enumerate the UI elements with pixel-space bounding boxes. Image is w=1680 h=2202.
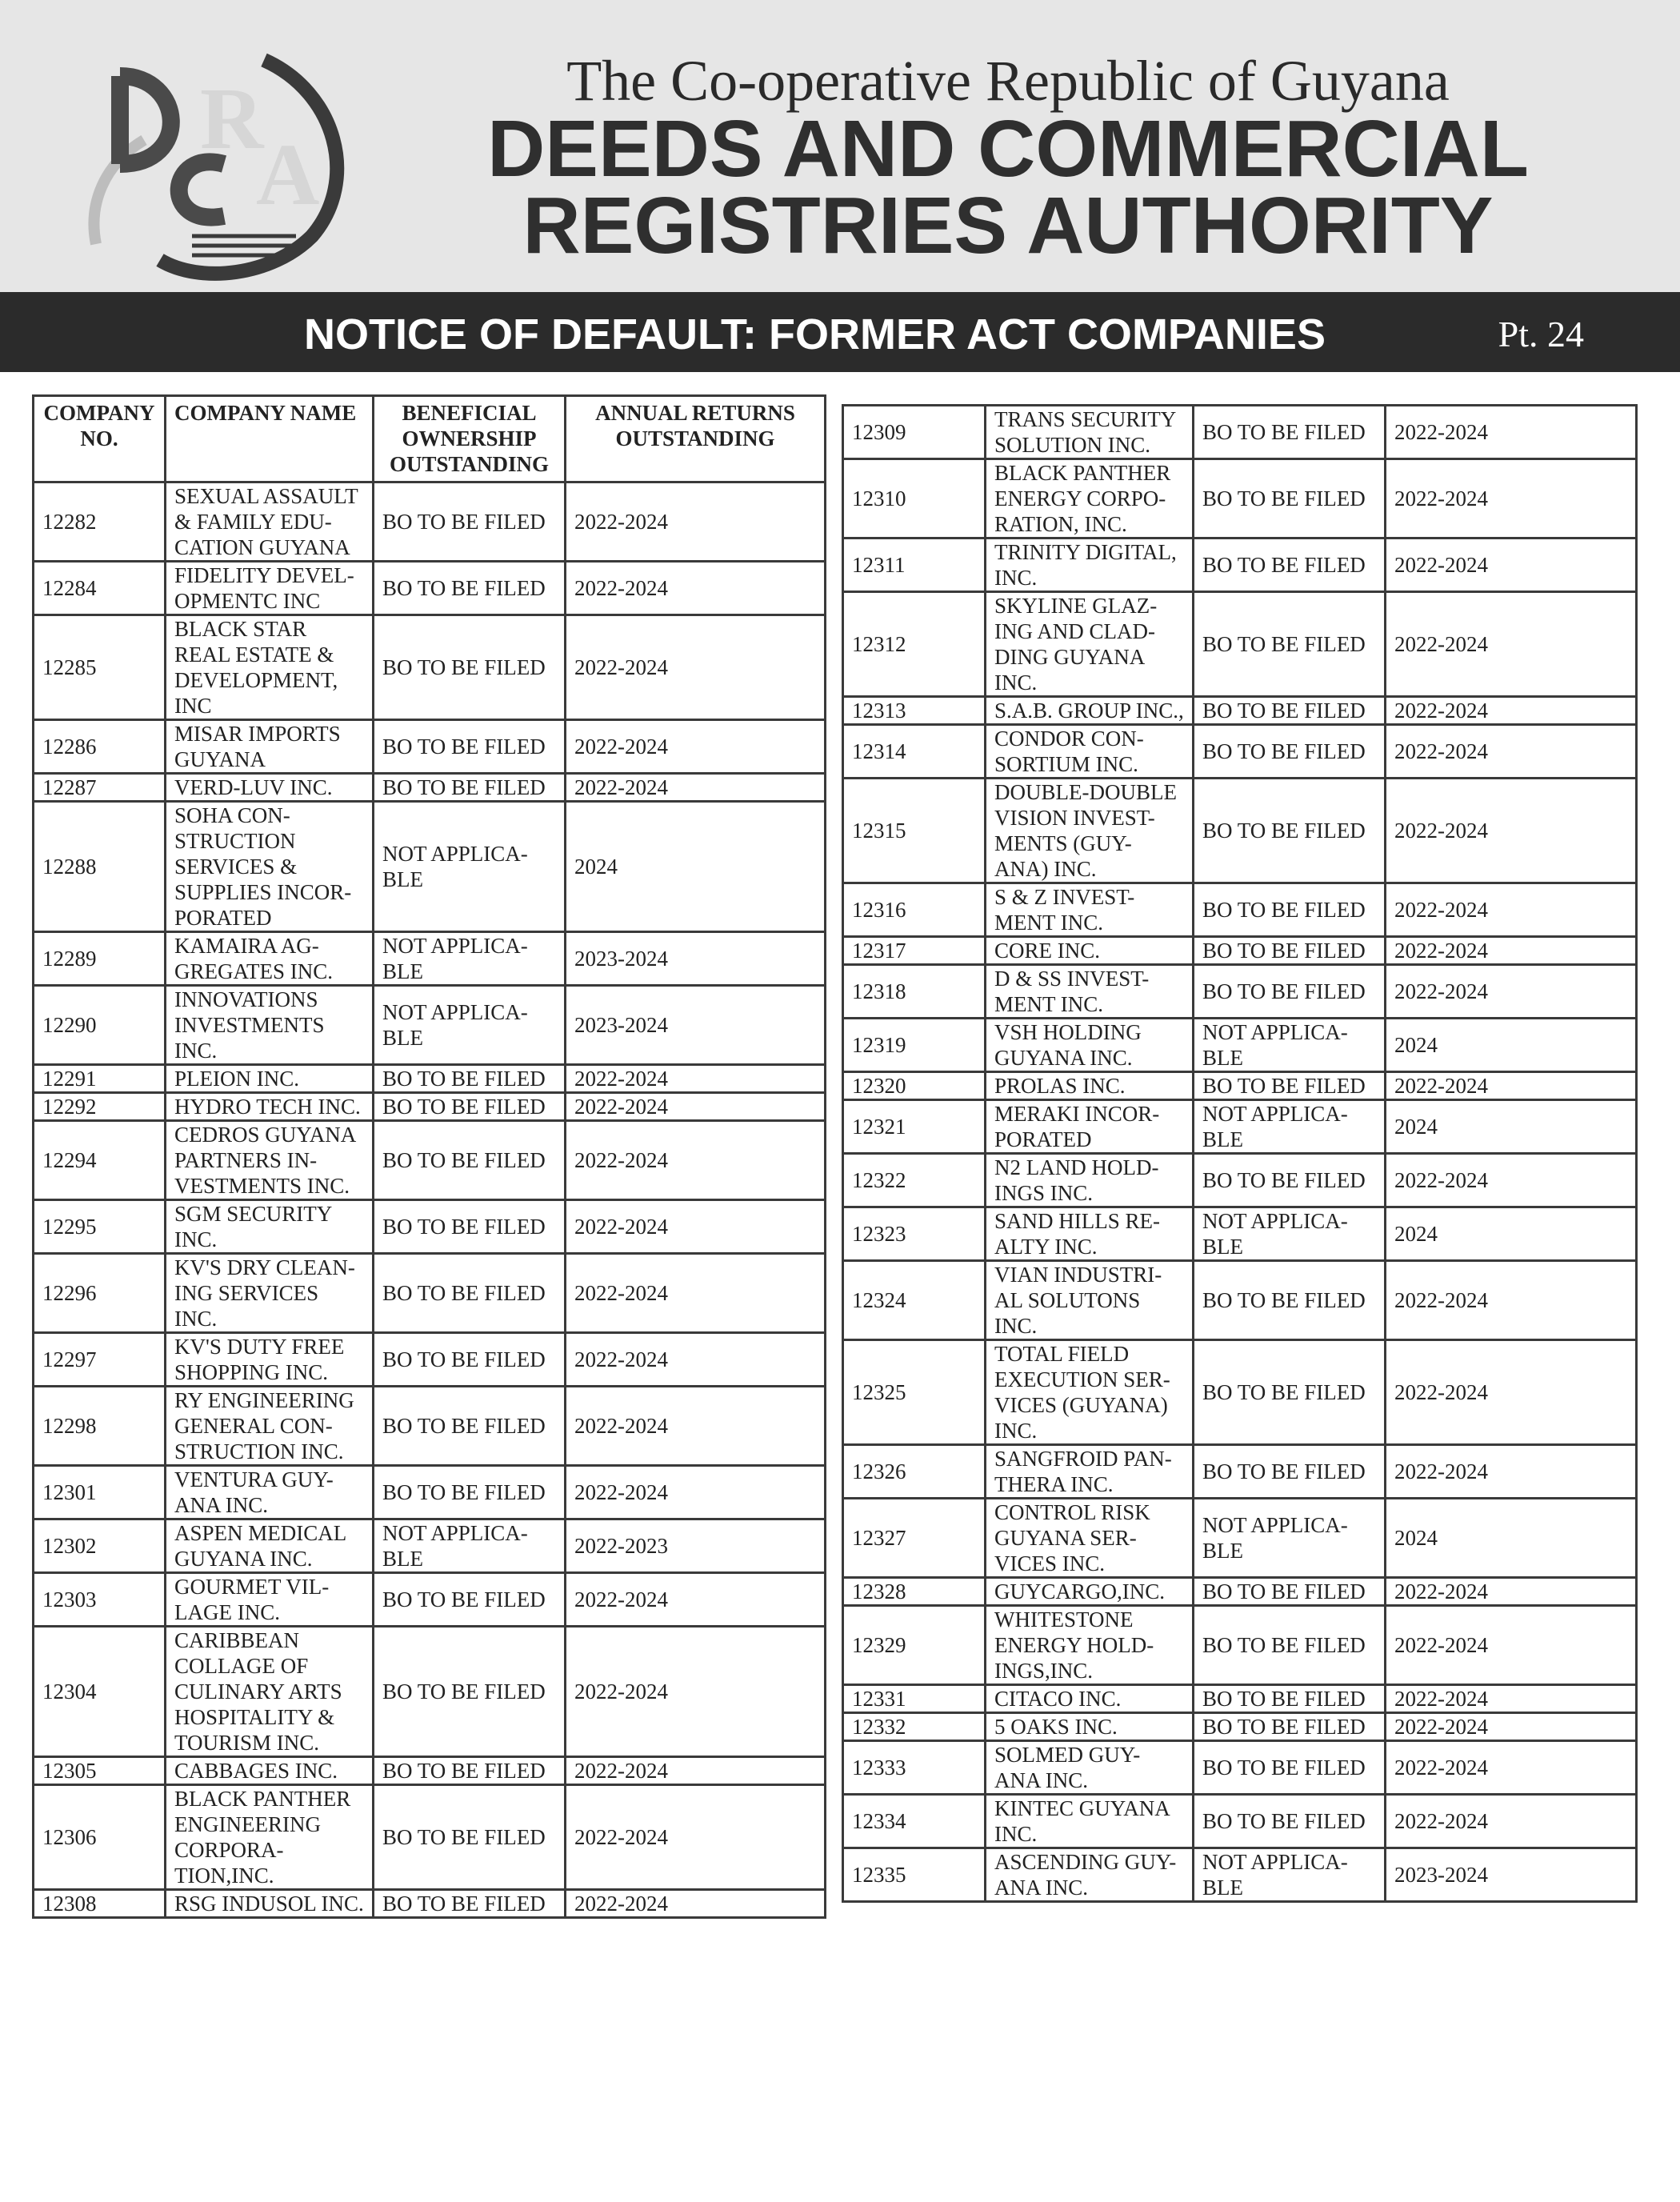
company-number-cell: 12326 xyxy=(843,1445,986,1499)
company-number-cell: 12331 xyxy=(843,1685,986,1713)
company-number-cell: 12329 xyxy=(843,1606,986,1685)
table-row xyxy=(843,1154,1637,1207)
beneficial-ownership-cell: BO TO BE FILED xyxy=(1194,538,1386,592)
beneficial-ownership-cell: BO TO BE FILED xyxy=(374,562,566,615)
annual-returns-cell: 2022-2024 xyxy=(566,1333,826,1387)
beneficial-ownership-cell: BO TO BE FILED xyxy=(374,1387,566,1466)
annual-returns-cell: 2022-2024 xyxy=(566,1573,826,1627)
annual-returns-cell: 2022-2024 xyxy=(1386,1606,1637,1685)
table-row xyxy=(843,1100,1637,1154)
beneficial-ownership-cell: NOT APPLICA-BLE xyxy=(1194,1499,1386,1578)
annual-returns-cell: 2024 xyxy=(1386,1019,1637,1072)
annual-returns-cell: 2022-2024 xyxy=(566,1627,826,1757)
svg-text:R: R xyxy=(200,70,264,167)
beneficial-ownership-cell: BO TO BE FILED xyxy=(374,1466,566,1519)
table-row xyxy=(843,1445,1637,1499)
company-number-cell: 12320 xyxy=(843,1072,986,1100)
company-number-cell: 12298 xyxy=(34,1387,166,1466)
company-number-cell: 12295 xyxy=(34,1200,166,1254)
beneficial-ownership-cell: BO TO BE FILED xyxy=(374,1200,566,1254)
beneficial-ownership-cell: NOT APPLICA-BLE xyxy=(1194,1848,1386,1902)
company-number-cell: 12328 xyxy=(843,1578,986,1606)
table-row xyxy=(843,1848,1637,1902)
company-number-cell: 12286 xyxy=(34,720,166,774)
company-number-cell: 12285 xyxy=(34,615,166,720)
annual-returns-cell: 2022-2024 xyxy=(566,615,826,720)
company-name-cell: VIAN INDUSTRI-AL SOLUTONS INC. xyxy=(986,1261,1194,1340)
table-row xyxy=(843,1340,1637,1445)
beneficial-ownership-cell: BO TO BE FILED xyxy=(1194,1340,1386,1445)
company-number-cell: 12306 xyxy=(34,1785,166,1890)
table-row xyxy=(843,1713,1637,1741)
table-row xyxy=(34,1466,826,1519)
beneficial-ownership-cell: BO TO BE FILED xyxy=(1194,1713,1386,1741)
beneficial-ownership-cell: BO TO BE FILED xyxy=(1194,1154,1386,1207)
annual-returns-cell: 2022-2024 xyxy=(1386,1685,1637,1713)
company-name-cell: KINTEC GUYANA INC. xyxy=(986,1795,1194,1848)
beneficial-ownership-cell: BO TO BE FILED xyxy=(374,1254,566,1333)
beneficial-ownership-cell: BO TO BE FILED xyxy=(1194,697,1386,725)
company-name-cell: CABBAGES INC. xyxy=(166,1757,374,1785)
company-number-cell: 12311 xyxy=(843,538,986,592)
annual-returns-cell: 2022-2024 xyxy=(566,1387,826,1466)
annual-returns-cell: 2022-2024 xyxy=(566,1757,826,1785)
company-name-cell: KV'S DRY CLEAN-ING SERVICES INC. xyxy=(166,1254,374,1333)
company-name-cell: PLEION INC. xyxy=(166,1065,374,1093)
company-number-cell: 12325 xyxy=(843,1340,986,1445)
part-number: Pt. 24 xyxy=(1498,314,1584,354)
table-row xyxy=(843,1741,1637,1795)
table-row xyxy=(843,1207,1637,1261)
table-row xyxy=(843,697,1637,725)
table-row xyxy=(34,1519,826,1573)
company-name-cell: TOTAL FIELD EXECUTION SER-VICES (GUYANA) INC. xyxy=(986,1340,1194,1445)
company-number-cell: 12290 xyxy=(34,986,166,1065)
table-row xyxy=(843,779,1637,883)
company-number-cell: 12297 xyxy=(34,1333,166,1387)
beneficial-ownership-cell: NOT APPLICA-BLE xyxy=(1194,1207,1386,1261)
beneficial-ownership-cell: BO TO BE FILED xyxy=(1194,1261,1386,1340)
table-row xyxy=(34,1890,826,1918)
company-name-cell: SANGFROID PAN-THERA INC. xyxy=(986,1445,1194,1499)
annual-returns-cell: 2022-2024 xyxy=(1386,1445,1637,1499)
table-row xyxy=(34,1333,826,1387)
company-number-cell: 12318 xyxy=(843,965,986,1019)
annual-returns-cell: 2022-2024 xyxy=(566,1121,826,1200)
table-row xyxy=(34,615,826,720)
annual-returns-cell: 2022-2024 xyxy=(566,1093,826,1121)
annual-returns-cell: 2023-2024 xyxy=(1386,1848,1637,1902)
company-name-cell: CARIBBEAN COLLAGE OF CULINARY ARTS HOSPITALITY & TOURISM INC. xyxy=(166,1627,374,1757)
default-table-right xyxy=(842,404,1638,1903)
company-name-cell: VSH HOLDING GUYANA INC. xyxy=(986,1019,1194,1072)
annual-returns-cell: 2022-2024 xyxy=(1386,937,1637,965)
beneficial-ownership-cell: BO TO BE FILED xyxy=(1194,1606,1386,1685)
company-name-cell: SGM SECURITY INC. xyxy=(166,1200,374,1254)
company-name-cell: SAND HILLS RE-ALTY INC. xyxy=(986,1207,1194,1261)
company-number-cell: 12316 xyxy=(843,883,986,937)
beneficial-ownership-cell: NOT APPLICA-BLE xyxy=(1194,1100,1386,1154)
table-row xyxy=(34,932,826,986)
table-body-left xyxy=(34,482,826,1918)
header-company-name: COMPANY NAME xyxy=(166,396,374,482)
table-row xyxy=(843,1072,1637,1100)
authority-line-1: DEEDS AND COMMERCIAL xyxy=(487,104,1529,194)
company-name-cell: SKYLINE GLAZ-ING AND CLAD-DING GUYANA INC. xyxy=(986,592,1194,697)
annual-returns-cell: 2022-2024 xyxy=(1386,1261,1637,1340)
beneficial-ownership-cell: BO TO BE FILED xyxy=(374,1785,566,1890)
beneficial-ownership-cell: BO TO BE FILED xyxy=(1194,1685,1386,1713)
table-row xyxy=(34,1065,826,1093)
company-name-cell: BLACK PANTHER ENGINEERING CORPORA-TION,INC. xyxy=(166,1785,374,1890)
beneficial-ownership-cell: BO TO BE FILED xyxy=(1194,1741,1386,1795)
beneficial-ownership-cell: BO TO BE FILED xyxy=(374,1757,566,1785)
table-row xyxy=(34,986,826,1065)
company-name-cell: GOURMET VIL-LAGE INC. xyxy=(166,1573,374,1627)
company-number-cell: 12301 xyxy=(34,1466,166,1519)
company-name-cell: DOUBLE-DOUBLE VISION INVEST-MENTS (GUY-ANA) INC. xyxy=(986,779,1194,883)
beneficial-ownership-cell: BO TO BE FILED xyxy=(1194,406,1386,459)
company-name-cell: D & SS INVEST-MENT INC. xyxy=(986,965,1194,1019)
header-annual-returns: ANNUAL RETURNS OUTSTANDING xyxy=(566,396,826,482)
header-company-no: COMPANY NO. xyxy=(34,396,166,482)
company-number-cell: 12317 xyxy=(843,937,986,965)
annual-returns-cell: 2022-2024 xyxy=(1386,725,1637,779)
company-name-cell: MISAR IMPORTS GUYANA xyxy=(166,720,374,774)
company-name-cell: TRANS SECURITY SOLUTION INC. xyxy=(986,406,1194,459)
table-row xyxy=(843,937,1637,965)
dcra-logo xyxy=(72,44,376,284)
annual-returns-cell: 2022-2024 xyxy=(566,1065,826,1093)
company-number-cell: 12319 xyxy=(843,1019,986,1072)
beneficial-ownership-cell: BO TO BE FILED xyxy=(1194,1578,1386,1606)
annual-returns-cell: 2022-2024 xyxy=(1386,406,1637,459)
beneficial-ownership-cell: BO TO BE FILED xyxy=(374,1890,566,1918)
company-number-cell: 12282 xyxy=(34,482,166,562)
company-number-cell: 12296 xyxy=(34,1254,166,1333)
table-row xyxy=(843,1606,1637,1685)
company-number-cell: 12289 xyxy=(34,932,166,986)
annual-returns-cell: 2022-2024 xyxy=(566,1890,826,1918)
annual-returns-cell: 2022-2024 xyxy=(1386,1741,1637,1795)
annual-returns-cell: 2024 xyxy=(1386,1499,1637,1578)
table-row xyxy=(843,725,1637,779)
annual-returns-cell: 2024 xyxy=(1386,1100,1637,1154)
authority-line-2: REGISTRIES AUTHORITY xyxy=(522,181,1494,270)
company-number-cell: 12335 xyxy=(843,1848,986,1902)
table-row xyxy=(34,1627,826,1757)
beneficial-ownership-cell: NOT APPLICA-BLE xyxy=(374,986,566,1065)
annual-returns-cell: 2022-2024 xyxy=(1386,697,1637,725)
company-name-cell: KV'S DUTY FREE SHOPPING INC. xyxy=(166,1333,374,1387)
table-row xyxy=(843,883,1637,937)
company-number-cell: 12327 xyxy=(843,1499,986,1578)
annual-returns-cell: 2022-2024 xyxy=(566,720,826,774)
annual-returns-cell: 2022-2024 xyxy=(1386,592,1637,697)
header-beneficial-ownership: BENEFICIAL OWNERSHIP OUTSTANDING xyxy=(374,396,566,482)
company-number-cell: 12287 xyxy=(34,774,166,802)
company-number-cell: 12292 xyxy=(34,1093,166,1121)
company-name-cell: KAMAIRA AG-GREGATES INC. xyxy=(166,932,374,986)
company-number-cell: 12321 xyxy=(843,1100,986,1154)
annual-returns-cell: 2022-2024 xyxy=(1386,1154,1637,1207)
company-number-cell: 12303 xyxy=(34,1573,166,1627)
company-number-cell: 12302 xyxy=(34,1519,166,1573)
company-number-cell: 12312 xyxy=(843,592,986,697)
notice-title: NOTICE OF DEFAULT: FORMER ACT COMPANIES xyxy=(304,310,1326,358)
beneficial-ownership-cell: BO TO BE FILED xyxy=(374,1333,566,1387)
country-name: The Co-operative Republic of Guyana xyxy=(566,49,1450,113)
table-row xyxy=(843,538,1637,592)
annual-returns-cell: 2022-2024 xyxy=(1386,538,1637,592)
beneficial-ownership-cell: BO TO BE FILED xyxy=(374,1627,566,1757)
table-row xyxy=(843,592,1637,697)
beneficial-ownership-cell: NOT APPLICA-BLE xyxy=(374,802,566,932)
beneficial-ownership-cell: BO TO BE FILED xyxy=(1194,1072,1386,1100)
company-number-cell: 12291 xyxy=(34,1065,166,1093)
annual-returns-cell: 2024 xyxy=(566,802,826,932)
company-number-cell: 12322 xyxy=(843,1154,986,1207)
annual-returns-cell: 2022-2024 xyxy=(566,482,826,562)
company-number-cell: 12314 xyxy=(843,725,986,779)
annual-returns-cell: 2022-2024 xyxy=(566,1254,826,1333)
beneficial-ownership-cell: BO TO BE FILED xyxy=(374,774,566,802)
company-name-cell: SEXUAL ASSAULT & FAMILY EDU-CATION GUYANA xyxy=(166,482,374,562)
table-row xyxy=(34,1757,826,1785)
annual-returns-cell: 2022-2023 xyxy=(566,1519,826,1573)
annual-returns-cell: 2022-2024 xyxy=(1386,779,1637,883)
annual-returns-cell: 2023-2024 xyxy=(566,986,826,1065)
company-name-cell: VENTURA GUY-ANA INC. xyxy=(166,1466,374,1519)
table-row xyxy=(34,1785,826,1890)
company-name-cell: FIDELITY DEVEL-OPMENTC INC xyxy=(166,562,374,615)
table-header-row xyxy=(34,396,826,482)
company-name-cell: MERAKI INCOR-PORATED xyxy=(986,1100,1194,1154)
beneficial-ownership-cell: BO TO BE FILED xyxy=(374,1093,566,1121)
annual-returns-cell: 2022-2024 xyxy=(1386,459,1637,538)
company-name-cell: INNOVATIONS INVESTMENTS INC. xyxy=(166,986,374,1065)
company-name-cell: CITACO INC. xyxy=(986,1685,1194,1713)
company-name-cell: SOLMED GUY-ANA INC. xyxy=(986,1741,1194,1795)
company-name-cell: RSG INDUSOL INC. xyxy=(166,1890,374,1918)
notice-band xyxy=(0,292,1680,372)
beneficial-ownership-cell: BO TO BE FILED xyxy=(1194,779,1386,883)
table-row xyxy=(843,1795,1637,1848)
company-name-cell: VERD-LUV INC. xyxy=(166,774,374,802)
annual-returns-cell: 2022-2024 xyxy=(566,1785,826,1890)
table-row xyxy=(34,1387,826,1466)
beneficial-ownership-cell: BO TO BE FILED xyxy=(374,1573,566,1627)
beneficial-ownership-cell: BO TO BE FILED xyxy=(1194,1445,1386,1499)
company-number-cell: 12334 xyxy=(843,1795,986,1848)
annual-returns-cell: 2022-2024 xyxy=(1386,883,1637,937)
company-number-cell: 12294 xyxy=(34,1121,166,1200)
company-name-cell: S & Z INVEST-MENT INC. xyxy=(986,883,1194,937)
table-row xyxy=(34,562,826,615)
table-row xyxy=(34,1254,826,1333)
company-name-cell: CEDROS GUYANA PARTNERS IN-VESTMENTS INC. xyxy=(166,1121,374,1200)
annual-returns-cell: 2022-2024 xyxy=(566,562,826,615)
company-name-cell: 5 OAKS INC. xyxy=(986,1713,1194,1741)
company-number-cell: 12323 xyxy=(843,1207,986,1261)
company-number-cell: 12304 xyxy=(34,1627,166,1757)
company-name-cell: S.A.B. GROUP INC., xyxy=(986,697,1194,725)
company-name-cell: SOHA CON-STRUCTION SERVICES & SUPPLIES INCOR-PORATED xyxy=(166,802,374,932)
table-row xyxy=(843,965,1637,1019)
beneficial-ownership-cell: BO TO BE FILED xyxy=(1194,965,1386,1019)
company-number-cell: 12309 xyxy=(843,406,986,459)
company-number-cell: 12284 xyxy=(34,562,166,615)
company-name-cell: CONDOR CON-SORTIUM INC. xyxy=(986,725,1194,779)
table-row xyxy=(34,720,826,774)
company-number-cell: 12310 xyxy=(843,459,986,538)
company-name-cell: N2 LAND HOLD-INGS INC. xyxy=(986,1154,1194,1207)
table-row xyxy=(843,1019,1637,1072)
beneficial-ownership-cell: BO TO BE FILED xyxy=(374,720,566,774)
table-row xyxy=(843,459,1637,538)
beneficial-ownership-cell: BO TO BE FILED xyxy=(374,482,566,562)
default-table-left xyxy=(32,394,826,1919)
beneficial-ownership-cell: BO TO BE FILED xyxy=(374,1065,566,1093)
company-number-cell: 12333 xyxy=(843,1741,986,1795)
company-name-cell: RY ENGINEERING GENERAL CON-STRUCTION INC. xyxy=(166,1387,374,1466)
company-number-cell: 12332 xyxy=(843,1713,986,1741)
company-name-cell: GUYCARGO,INC. xyxy=(986,1578,1194,1606)
company-name-cell: BLACK STAR REAL ESTATE & DEVELOPMENT, INC xyxy=(166,615,374,720)
beneficial-ownership-cell: BO TO BE FILED xyxy=(1194,883,1386,937)
annual-returns-cell: 2022-2024 xyxy=(566,774,826,802)
company-name-cell: CORE INC. xyxy=(986,937,1194,965)
annual-returns-cell: 2022-2024 xyxy=(1386,1713,1637,1741)
company-name-cell: BLACK PANTHER ENERGY CORPO-RATION, INC. xyxy=(986,459,1194,538)
company-name-cell: PROLAS INC. xyxy=(986,1072,1194,1100)
table-row xyxy=(843,406,1637,459)
beneficial-ownership-cell: BO TO BE FILED xyxy=(374,1121,566,1200)
table-row xyxy=(34,1121,826,1200)
beneficial-ownership-cell: BO TO BE FILED xyxy=(1194,459,1386,538)
beneficial-ownership-cell: BO TO BE FILED xyxy=(1194,592,1386,697)
table-row xyxy=(34,774,826,802)
beneficial-ownership-cell: NOT APPLICA-BLE xyxy=(1194,1019,1386,1072)
table-row xyxy=(843,1261,1637,1340)
annual-returns-cell: 2024 xyxy=(1386,1207,1637,1261)
svg-text:A: A xyxy=(256,126,320,223)
annual-returns-cell: 2022-2024 xyxy=(1386,965,1637,1019)
table-row xyxy=(843,1578,1637,1606)
company-name-cell: CONTROL RISK GUYANA SER-VICES INC. xyxy=(986,1499,1194,1578)
beneficial-ownership-cell: BO TO BE FILED xyxy=(374,615,566,720)
table-row xyxy=(34,1093,826,1121)
company-name-cell: HYDRO TECH INC. xyxy=(166,1093,374,1121)
company-number-cell: 12313 xyxy=(843,697,986,725)
beneficial-ownership-cell: BO TO BE FILED xyxy=(1194,725,1386,779)
company-number-cell: 12324 xyxy=(843,1261,986,1340)
company-number-cell: 12288 xyxy=(34,802,166,932)
table-row xyxy=(843,1685,1637,1713)
annual-returns-cell: 2023-2024 xyxy=(566,932,826,986)
company-name-cell: TRINITY DIGITAL, INC. xyxy=(986,538,1194,592)
table-row xyxy=(34,482,826,562)
beneficial-ownership-cell: NOT APPLICA-BLE xyxy=(374,1519,566,1573)
company-number-cell: 12305 xyxy=(34,1757,166,1785)
table-row xyxy=(34,1200,826,1254)
annual-returns-cell: 2022-2024 xyxy=(566,1466,826,1519)
table-row xyxy=(34,802,826,932)
annual-returns-cell: 2022-2024 xyxy=(1386,1578,1637,1606)
table-row xyxy=(34,1573,826,1627)
beneficial-ownership-cell: NOT APPLICA-BLE xyxy=(374,932,566,986)
company-number-cell: 12315 xyxy=(843,779,986,883)
annual-returns-cell: 2022-2024 xyxy=(1386,1072,1637,1100)
table-body-right xyxy=(843,406,1637,1902)
table-row xyxy=(843,1499,1637,1578)
page-header xyxy=(0,0,1680,292)
beneficial-ownership-cell: BO TO BE FILED xyxy=(1194,937,1386,965)
annual-returns-cell: 2022-2024 xyxy=(1386,1340,1637,1445)
company-name-cell: ASCENDING GUY-ANA INC. xyxy=(986,1848,1194,1902)
authority-name xyxy=(448,104,1568,270)
annual-returns-cell: 2022-2024 xyxy=(1386,1795,1637,1848)
annual-returns-cell: 2022-2024 xyxy=(566,1200,826,1254)
company-number-cell: 12308 xyxy=(34,1890,166,1918)
beneficial-ownership-cell: BO TO BE FILED xyxy=(1194,1795,1386,1848)
company-name-cell: WHITESTONE ENERGY HOLD-INGS,INC. xyxy=(986,1606,1194,1685)
company-name-cell: ASPEN MEDICAL GUYANA INC. xyxy=(166,1519,374,1573)
